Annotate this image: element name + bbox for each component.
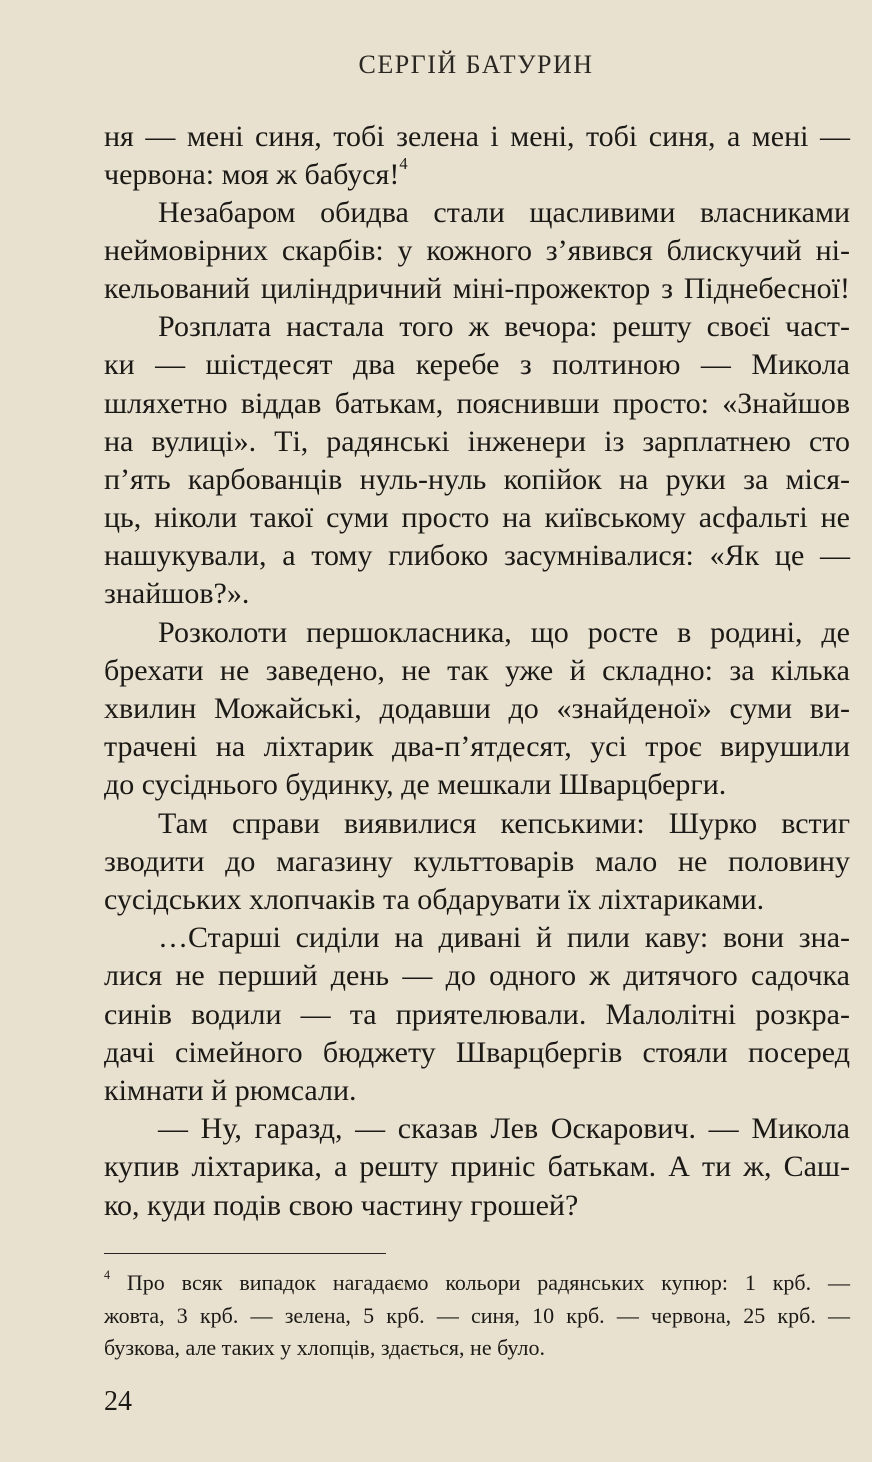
text-line: ня — мені синя, тобі зелена і мені, тобі синя, а мені — [104,120,850,153]
text-line: купив ліхтарика, а решту приніс батькам. А ти ж, Саш- [104,1150,850,1183]
text-line [104,155,850,195]
text-line: брехати не заведено, не так уже й складно: за кілька [104,654,850,687]
text-line: ки — шістдесят два керебе з полтиною — Микола [104,348,850,381]
text-line: нашукували, а тому глибоко засумнівалися: «Як це — [104,539,850,572]
text-line: до сусіднього будинку, де мешкали Шварцберги. [104,768,727,801]
footnote-divider [104,1253,386,1254]
text-line: Там справи виявилися кепськими: Шурко встиг [158,807,850,840]
text-line: зводити до магазину культтоварів мало не половину [104,845,850,878]
text-line: сусідських хлопчаків та обдарувати їх ліхтариками. [104,883,765,916]
text-line: на вулиці». Ті, радянські інженери із зарплатнею сто [104,425,850,458]
text-line: Розплата настала того ж вечора: решту своєї част- [158,310,850,343]
running-head: СЕРГІЙ БАТУРИН [358,50,594,79]
text-line-content: червона: моя ж бабуся! [104,158,400,191]
text-line: — Ну, гаразд, — сказав Лев Оскарович. — Микола [158,1112,850,1145]
text-line: дачі сімейного бюджету Шварцбергів стояли посеред [104,1036,850,1069]
text-line: п’ять карбованців нуль-нуль копійок на руки за міся- [104,463,850,496]
text-line: неймовірних скарбів: у кожного з’явився блискучий ні- [104,234,850,267]
text-line: ць, ніколи такої суми просто на київському асфальті не [104,501,850,534]
text-line: синів водили — та приятелювали. Малолітні розкра- [104,998,850,1031]
text-line: Незабаром обидва стали щасливими власниками [158,196,850,229]
text-line: лися не перший день — до одного ж дитячого садочка [104,959,850,992]
text-line: шляхетно віддав батькам, пояснивши просто: «Знайшов [104,387,850,420]
text-line: знайшов?». [104,577,250,610]
footnote-reference: 4 [399,154,408,174]
footnote-marker: 4 [104,1268,111,1283]
page-number: 24 [104,1386,132,1417]
text-line: …Старші сиділи на дивані й пили каву: вони зна- [158,921,850,954]
text-line: трачені на ліхтарик два-п’ятдесят, усі троє вирушили [104,730,850,763]
footnote-line: жовта, 3 крб. — зелена, 5 крб. — синя, 10 крб. — червона, 25 крб. — [104,1303,850,1328]
text-line: кельований циліндричний міні-прожектор з Піднебесної! [104,272,850,305]
text-line: хвилин Можайські, додавши до «знайденої» суми ви- [104,692,850,725]
footnote-line: бузкова, але таких у хлопців, здається, не було. [104,1335,545,1360]
footnote-line [104,1268,850,1298]
text-line: Розколоти першокласника, що росте в родині, де [158,616,850,649]
footnote-line-content: Про всяк випадок нагадаємо кольори радянських купюр: 1 крб. — [126,1270,850,1295]
text-line: ко, куди подів свою частину грошей? [104,1189,579,1222]
text-line: кімнати й рюмсали. [104,1074,357,1107]
